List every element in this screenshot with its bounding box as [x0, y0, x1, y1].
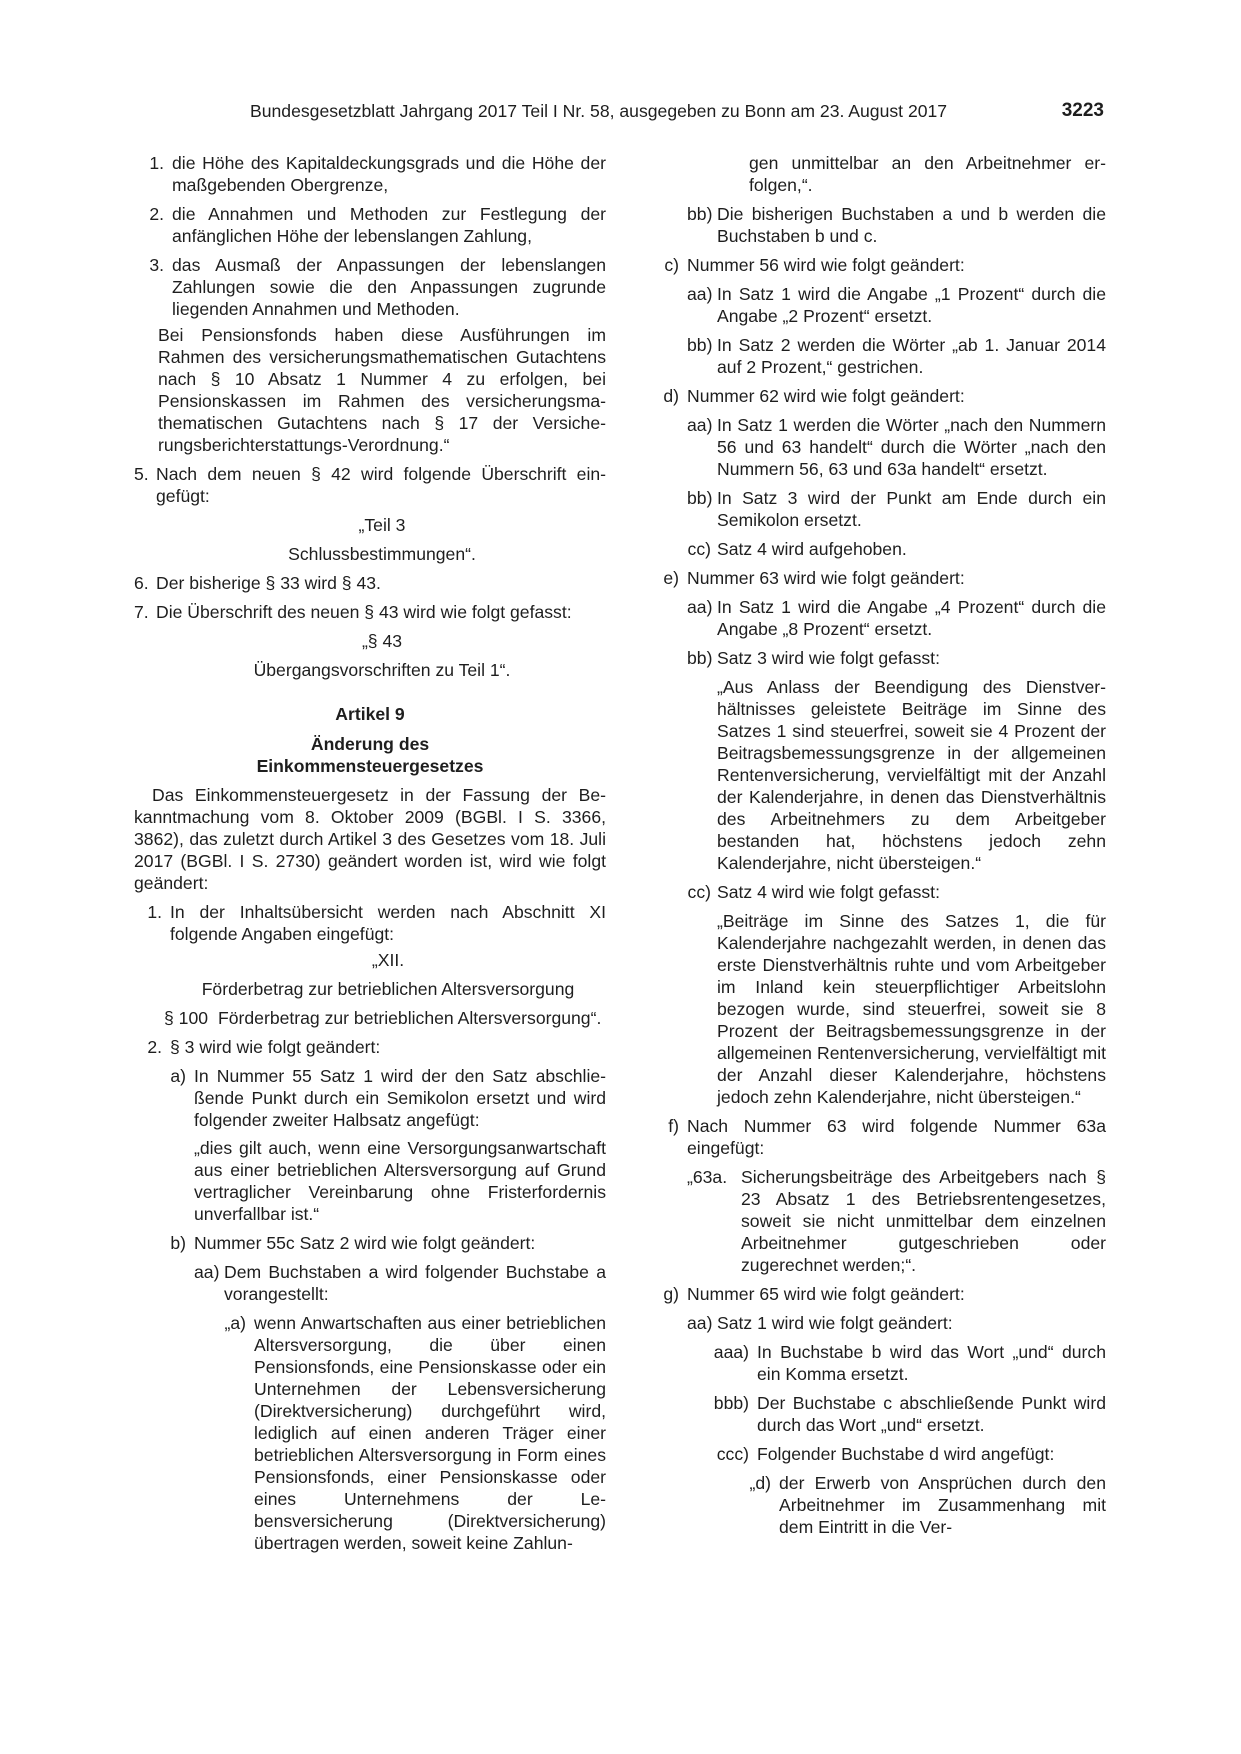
quoted-text: „dies gilt auch, wenn eine Versorgungsanwartschaft aus einer betrieblichen Altersversorgung auf Grund vertraglicher Vereinbarung ohne Fristerfordernis unverfallbar ist.“ [194, 1138, 606, 1224]
continued-text: gen unmittelbar an den Arbeitnehmer erfolgen,“. [749, 153, 1106, 195]
list-item [661, 1443, 1106, 1465]
quoted-heading: „§ 43 [361, 631, 403, 651]
item-marker: „63a. [687, 1167, 728, 1187]
item-text: Satz 3 wird wie folgt gefasst: [717, 648, 940, 668]
list-item [134, 1036, 606, 1058]
list-item [134, 601, 606, 623]
list-item [661, 334, 1106, 378]
article-intro: Das Einkommensteuergesetz in der Fassung der Bekanntmachung vom 8. Oktober 2009 (BGBl. I S. 3366, 3862), das zuletzt durch Artikel 3 des Gesetzes vom 18. Juli 2017 (BGBl. I S. 2730) geändert worden ist, wird wie folgt geändert: [134, 785, 606, 893]
item-marker: a) [170, 1066, 186, 1086]
list-item [661, 538, 1106, 560]
item-marker: bb) [687, 488, 713, 508]
quoted-text: „Aus Anlass der Beendigung des Dienstverhältnisses geleistete Beiträge im Sinne des Satzes 1 sind steuerfrei, soweit sie 4 Prozent der Beitragsbemessungsgrenze in der allgemeinen Rentenversicherung, vervielfältigt mit der Anzahl der Kalenderjahre, in denen das Dienstverhältnis des Arbeitnehmers zu dem Arbeitgeber bestanden hat, höchstens jedoch zehn Kalenderjahre, nicht übersteigen.“ [717, 677, 1106, 873]
list-item [661, 1392, 1106, 1436]
item-text: Sicherungsbeiträge des Arbeitgebers nach § 23 Absatz 1 des Betriebsrentengesetzes, soweit sie nicht unmittelbar dem einzelnen Arbeitnehmer gutgeschrieben oder zugerechnet werden;“. [741, 1167, 1106, 1275]
article-title: Änderung des [310, 734, 430, 754]
list-item [661, 385, 1106, 407]
list-item [661, 596, 1106, 640]
item-text: Nummer 63 wird wie folgt geändert: [687, 568, 965, 588]
item-text: In Satz 1 werden die Wörter „nach den Nummern 56 und 63 handelt“ durch die Wörter „nach den Nummern 56, 63 und 63a handelt“ ersetzt. [717, 415, 1106, 479]
list-item [134, 463, 606, 507]
list-item [661, 1472, 1106, 1538]
list-item [661, 487, 1106, 531]
list-item [661, 1166, 1106, 1276]
item-marker: g) [663, 1284, 679, 1304]
item-marker: d) [663, 386, 679, 406]
item-text: Dem Buchstaben a wird folgender Buchstabe a vorangestellt: [224, 1262, 606, 1304]
list-item [661, 1283, 1106, 1305]
list-item [661, 1341, 1106, 1385]
item-marker: 2. [147, 1037, 162, 1057]
item-text: die Annahmen und Methoden zur Festlegung der anfänglichen Höhe der lebenslangen Zahlung, [172, 204, 606, 246]
item-text: Die bisherigen Buchstaben a und b werden die Buchstaben b und c. [717, 204, 1106, 246]
item-marker: cc) [687, 539, 711, 559]
item-text: Der Buchstabe c abschließende Punkt wird durch das Wort „und“ ersetzt. [757, 1393, 1106, 1435]
list-item [134, 572, 606, 594]
item-text: Nach dem neuen § 42 wird folgende Überschrift eingefügt: [156, 464, 606, 506]
item-marker: 3. [149, 255, 164, 275]
paragraph: Bei Pensionsfonds haben diese Ausführungen im Rahmen des versicherungsmathematischen Gutachtens nach § 10 Absatz 1 Nummer 4 zu erfolgen, bei Pensionskassen im Rahmen des versicherungsmathematischen Gutachtens nach § 17 der Versicherungsberichterstattungs-Verordnung.“ [158, 325, 606, 455]
item-text: der Erwerb von Ansprüchen durch den Arbeitnehmer im Zusammenhang mit dem Eintritt in die Ver- [779, 1473, 1106, 1537]
item-text: In der Inhaltsübersicht werden nach Abschnitt XI folgende Angaben eingefügt: [170, 902, 606, 944]
item-text: In Buchstabe b wird das Wort „und“ durch ein Komma ersetzt. [757, 1342, 1106, 1384]
list-item [661, 881, 1106, 903]
quoted-heading: Förderbetrag zur betrieblichen Altersversorgung [201, 979, 575, 999]
item-text: In Nummer 55 Satz 1 wird der den Satz abschließende Punkt durch ein Semikolon ersetzt und wird folgender zweiter Halbsatz angefügt: [194, 1066, 606, 1130]
item-text: In Satz 1 wird die Angabe „1 Prozent“ durch die Angabe „2 Prozent“ ersetzt. [717, 284, 1106, 326]
item-text: In Satz 1 wird die Angabe „4 Prozent“ durch die Angabe „8 Prozent“ ersetzt. [717, 597, 1106, 639]
item-marker: 1. [149, 153, 164, 173]
item-marker: aa) [687, 1313, 713, 1333]
item-text: Nummer 65 wird wie folgt geändert: [687, 1284, 965, 1304]
list-item [661, 1115, 1106, 1159]
item-marker: 5. [134, 464, 149, 484]
item-marker: 6. [134, 573, 149, 593]
item-marker: aa) [194, 1262, 220, 1282]
item-marker: f) [668, 1116, 679, 1136]
list-item [134, 152, 606, 196]
list-item [134, 203, 606, 247]
list-item [661, 567, 1106, 589]
item-text: § 3 wird wie folgt geändert: [170, 1037, 381, 1057]
list-item [134, 1261, 606, 1305]
left-column [134, 152, 606, 1554]
list-item [134, 901, 606, 945]
item-marker: 7. [134, 602, 149, 622]
list-item [661, 283, 1106, 327]
list-item [134, 1007, 606, 1029]
item-text: In Satz 2 werden die Wörter „ab 1. Januar 2014 auf 2 Prozent,“ gestrichen. [717, 335, 1106, 377]
item-text: Nummer 56 wird wie folgt geändert: [687, 255, 965, 275]
list-item [134, 1065, 606, 1131]
item-text: Folgender Buchstabe d wird angefügt: [757, 1444, 1055, 1464]
list-item [661, 203, 1106, 247]
article-title: Einkommensteuergesetzes [256, 756, 484, 776]
item-text: Satz 1 wird wie folgt geändert: [717, 1313, 953, 1333]
list-item [134, 254, 606, 320]
item-marker: c) [664, 255, 679, 275]
article-number: Artikel 9 [335, 704, 405, 724]
right-column [661, 152, 1106, 1538]
item-text: Die Überschrift des neuen § 43 wird wie folgt gefasst: [156, 602, 572, 622]
list-item [134, 1312, 606, 1554]
quoted-heading: „XII. [371, 950, 405, 970]
item-marker: 2. [149, 204, 164, 224]
list-item [134, 1232, 606, 1254]
item-marker: bb) [687, 204, 713, 224]
item-text: Nummer 62 wird wie folgt geändert: [687, 386, 965, 406]
quoted-text: „Beiträge im Sinne des Satzes 1, die für Kalenderjahre nachgezahlt werden, in denen das erste Dienstverhältnis ruhte und vom Arbeitgeber im Inland kein steuerpflichtiger Arbeitslohn bezogen wurde, sind steuerfrei, soweit sie 8 Prozent der Beitragsbemessungsgrenze in der allgemeinen Rentenversicherung, vervielfältigt mit der Anzahl dieser Kalenderjahre, höchstens jedoch zehn Kalenderjahre, nicht übersteigen.“ [717, 911, 1106, 1107]
gazette-title: Bundesgesetzblatt Jahrgang 2017 Teil I Nr. 58, ausgegeben zu Bonn am 23. August 2017 [250, 101, 948, 121]
item-marker: bbb) [713, 1393, 749, 1413]
item-text: Nummer 55c Satz 2 wird wie folgt geändert: [194, 1233, 536, 1253]
item-marker: 1. [147, 902, 162, 922]
item-marker: cc) [687, 882, 711, 902]
page-number: 3223 [1061, 100, 1104, 121]
list-item [661, 1312, 1106, 1334]
item-marker: aaa) [713, 1342, 749, 1362]
item-marker: ccc) [716, 1444, 749, 1464]
item-text: Satz 4 wird wie folgt gefasst: [717, 882, 940, 902]
item-text: die Höhe des Kapitaldeckungsgrads und die Höhe der maßgebenden Obergrenze, [172, 153, 606, 195]
page-header [134, 100, 1104, 126]
item-marker: bb) [687, 648, 713, 668]
item-marker: „a) [224, 1313, 246, 1333]
item-marker: b) [170, 1233, 186, 1253]
item-text: In Satz 3 wird der Punkt am Ende durch ein Semikolon ersetzt. [717, 488, 1106, 530]
item-marker: aa) [687, 415, 713, 435]
item-marker: aa) [687, 284, 713, 304]
item-text: Förderbetrag zur betrieblichen Altersversorgung“. [218, 1008, 602, 1028]
list-item [661, 647, 1106, 669]
list-item [661, 414, 1106, 480]
item-text: Nach Nummer 63 wird folgende Nummer 63a eingefügt: [687, 1116, 1106, 1158]
quoted-heading: „Teil 3 [358, 515, 406, 535]
item-marker: § 100 [164, 1008, 209, 1028]
quoted-heading: Übergangsvorschriften zu Teil 1“. [253, 660, 511, 680]
item-text: wenn Anwartschaften aus einer betrieblichen Altersversorgung, die über einen Pensionsfonds, eine Pensionskasse oder ein Unternehmen der Lebensversicherung (Direktversicherung) durchgeführt wird, lediglich auf einen anderen Träger einer betrieblichen Altersversorgung in Form eines Pensionsfonds, einer Pensionskasse oder eines Unternehmens der Lebensversicherung (Direktversicherung) übertragen werden, soweit keine Zahlun- [254, 1313, 606, 1553]
item-marker: aa) [687, 597, 713, 617]
quoted-heading: Schlussbestimmungen“. [288, 544, 476, 564]
item-text: das Ausmaß der Anpassungen der lebenslangen Zahlungen sowie die den Anpassungen zugrunde liegenden Annahmen und Methoden. [172, 255, 606, 319]
item-marker: „d) [749, 1473, 771, 1493]
item-text: Satz 4 wird aufgehoben. [717, 539, 907, 559]
item-text: Der bisherige § 33 wird § 43. [156, 573, 381, 593]
item-marker: bb) [687, 335, 713, 355]
list-item [661, 254, 1106, 276]
item-marker: e) [663, 568, 679, 588]
